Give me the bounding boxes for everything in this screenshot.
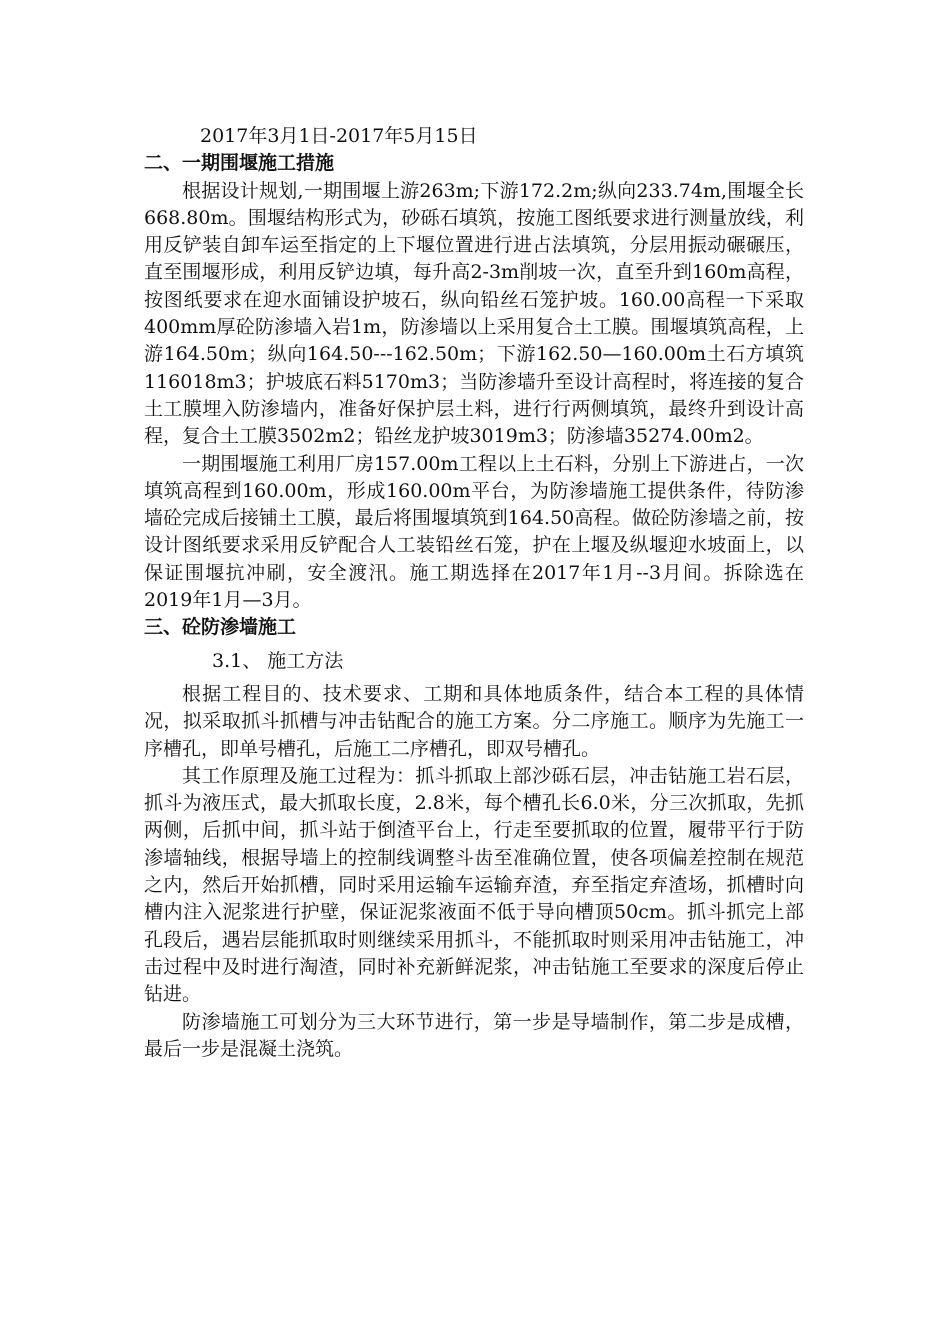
section-2-paragraph-2: 一期围堰施工利用厂房157.00m工程以上土石料，分别上下游进占，一次填筑高程到160.00m，形成160.00m平台，为防渗墙施工提供条件，待防渗墙砼完成后接铺土工膜，最后将围堰填筑到164.50高程。做砼防渗墙之前，按设计图纸要求采用反铲配合人工装铅丝石笼，护在上堰及纵堰迎水坡面上，以保证围堰抗冲刷，安全渡汛。施工期选择在2017年1月--3月间。拆除选在2019年1月—3月。: [144, 452, 804, 612]
section-3-heading: 三、砼防渗墙施工: [144, 616, 297, 639]
section-3-paragraph-1: 根据工程目的、技术要求、工期和具体地质条件，结合本工程的具体情况，拟采取抓斗抓槽与冲击钻配合的施工方案。分二序施工。顺序为先施工一序槽孔，即单号槽孔，后施工二序槽孔，即双号槽孔。: [144, 682, 804, 760]
document-body: [144, 123, 804, 1063]
date-range: 2017年3月1日-2017年5月15日: [200, 125, 478, 147]
section-3-paragraph-2: 其工作原理及施工过程为：抓斗抓取上部沙砾石层，冲击钻施工岩石层，抓斗为液压式，最大抓取长度，2.8米，每个槽孔长6.0米，分三次抓取，先抓两侧，后抓中间，抓斗站于倒渣平台上，行走至要抓取的位置，履带平行于防渗墙轴线，根据导墙上的控制线调整斗齿至准确位置，使各项偏差控制在规范之内，然后开始抓槽，同时采用运输车运输弃渣，弃至指定弃渣场，抓槽时向槽内注入泥浆进行护壁，保证泥浆液面不低于导向槽顶50cm。抓斗抓完上部孔段后，遇岩层能抓取时则继续采用抓斗，不能抓取时则采用冲击钻施工，冲击过程中及时进行淘渣，同时补充新鲜泥浆，冲击钻施工至要求的深度后停止钻进。: [144, 764, 804, 1006]
section-3-1-subheading: 3.1、 施工方法: [212, 649, 344, 672]
section-2-heading: 二、一期围堰施工措施: [144, 152, 335, 175]
section-3-paragraph-3: 防渗墙施工可划分为三大环节进行，第一步是导墙制作，第二步是成槽，最后一步是混凝土浇筑。: [144, 1010, 804, 1060]
section-2-paragraph-1: 根据设计规划,一期围堰上游263m;下游172.2m;纵向233.74m,围堰全长668.80m。围堰结构形式为，砂砾石填筑，按施工图纸要求进行测量放线，利用反铲装自卸车运至指定的上下堰位置进行进占法填筑，分层用振动碾碾压，直至围堰形成，利用反铲边填，每升高2-3m削坡一次，直至升到160m高程，按图纸要求在迎水面铺设护坡石，纵向铅丝石笼护坡。160.00高程一下采取400mm厚砼防渗墙入岩1m，防渗墙以上采用复合土工膜。围堰填筑高程，上游164.50m；纵向164.50---162.50m；下游162.50—160.00m土石方填筑116018m3；护坡底石料5170m3；当防渗墙升至设计高程时，将连接的复合土工膜埋入防渗墙内，准备好保护层土料，进行行两侧填筑，最终升到设计高程，复合土工膜3502m2；铅丝龙护坡3019m3；防渗墙35274.00m2。: [144, 179, 804, 448]
